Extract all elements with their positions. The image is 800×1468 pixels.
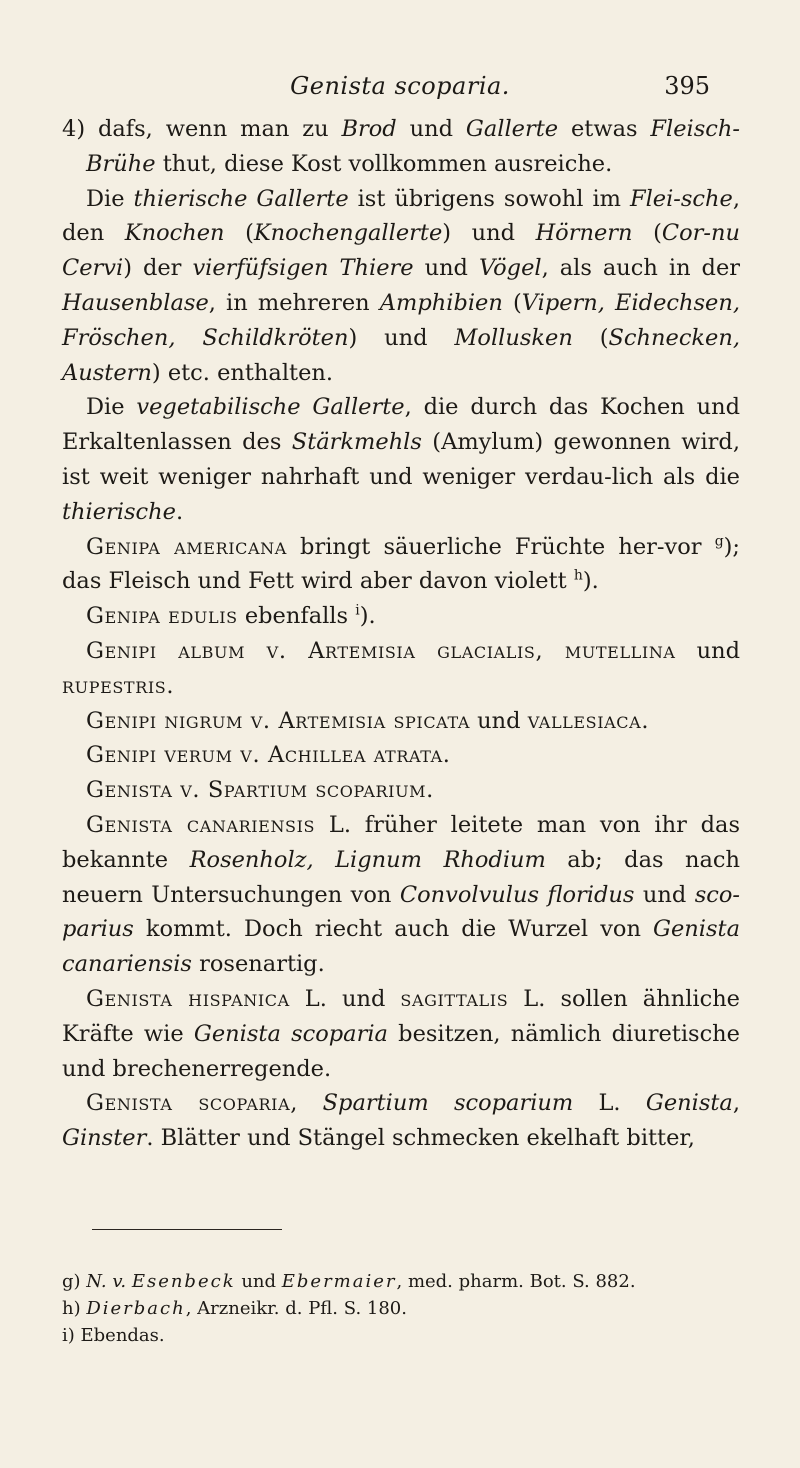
entry-genista: Genista v. Spartium scoparium. (86, 777, 434, 804)
running-head: Genista scoparia. (290, 72, 510, 100)
footnote-i: i) Ebendas. (62, 1325, 165, 1346)
paragraph-continuation: 4) dafs, wenn man zu Brod und Gallerte etwas Fleisch-Brühe thut, diese Kost vollkommen ausreiche. (62, 116, 740, 177)
footnote-ref-g: g (714, 533, 724, 550)
page-number: 395 (664, 72, 710, 100)
entry-genipi-verum: Genipi verum v. Achillea atrata. (86, 742, 451, 769)
footnote-ref-i: i (355, 602, 360, 619)
paragraph-thierische-gallerte: Die thierische Gallerte ist übrigens sowohl im Flei-sche, den Knochen (Knochengallerte) und Hörnern (Cor-nu Cervi) der vierfüfsigen Thiere und Vögel, als auch in der Hausenblase, in mehreren Amphibien (Vipern, Eidechsen, Fröschen, Schildkröten) und Mollusken (Schnecken, Austern) etc. enthalten. (62, 185, 741, 386)
entry-genipi-nigrum: Genipi nigrum v. Artemisia spicata und vallesiaca. (86, 707, 649, 734)
entry-genipi-album: Genipi album v. Artemisia glacialis, mutellina und rupestris. (62, 637, 740, 699)
entry-genista-canariensis: Genista canariensis L. früher leitete man von ihr das bekannte Rosenholz, Lignum Rhodium ab; das nach neuern Untersuchungen von Convolvulus floridus und sco-parius kommt. Doch riecht auch die Wurzel von Genista canariensis rosenartig. (62, 811, 740, 978)
footnotes (62, 1268, 702, 1349)
entry-genipa-edulis: Genipa edulis ebenfalls $^i$). (86, 602, 376, 630)
footnote-rule (92, 1229, 282, 1230)
footnote-h: h) Dierbach, Arzneikr. d. Pfl. S. 180. (62, 1298, 407, 1319)
entry-genipa-americana: Genipa americana bringt säuerliche Früchte her-vor $^g$); das Fleisch und Fett wird aber davon violett $^h$). (62, 533, 741, 595)
main-text (62, 112, 740, 1156)
footnote-g: g) N. v. Esenbeck und Ebermaier, med. pharm. Bot. S. 882. (62, 1271, 636, 1292)
entry-genista-hispanica: Genista hispanica L. und sagittalis L. sollen ähnliche Kräfte wie Genista scoparia besitzen, nämlich diuretische und brechenerregende. (62, 985, 740, 1082)
footnote-ref-h: h (573, 567, 583, 584)
paragraph-vegetabilische-gallerte: Die vegetabilische Gallerte, die durch das Kochen und Erkaltenlassen des Stärkmehls (Amylum) gewonnen wird, ist weit weniger nahrhaft und weniger verdau-lich als die thierische. (62, 394, 740, 525)
entry-genista-scoparia: Genista scoparia, Spartium scoparium L. Genista, Ginster. Blätter und Stängel schmecken ekelhaft bitter, (62, 1090, 740, 1152)
